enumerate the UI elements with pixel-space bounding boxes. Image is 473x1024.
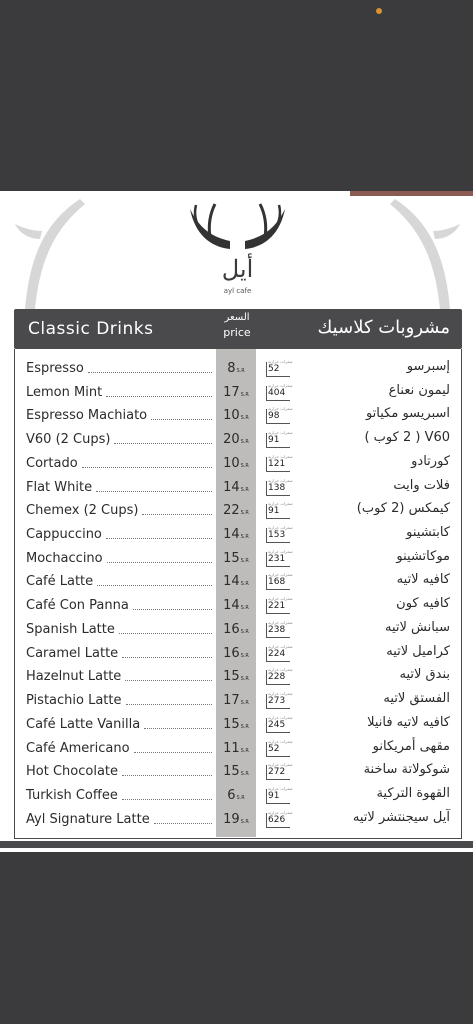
item-name-en: Spanish Latte (26, 621, 115, 637)
item-name-en: Café Americano (26, 740, 130, 756)
menu-item (14, 736, 462, 760)
logo-english: ayl cafe (223, 287, 252, 295)
item-name-en: Espresso Machiato (26, 408, 148, 424)
calorie-line (266, 647, 267, 661)
item-calories: 272 (268, 767, 286, 778)
calorie-label: سعرات حرارية (268, 572, 293, 578)
dotted-leader (142, 514, 212, 515)
dotted-leader (88, 372, 212, 373)
menu-item (14, 783, 462, 807)
calorie-line (266, 566, 290, 567)
item-price: 15S.R (223, 716, 249, 732)
item-name-en: Cortado (26, 455, 78, 471)
dotted-leader (114, 443, 212, 444)
item-price: 8S.R (227, 361, 245, 376)
currency-label: S.R (240, 510, 249, 517)
currency-label: S.R (240, 581, 249, 588)
menu-item (14, 498, 462, 522)
item-price: 17S.R (223, 693, 249, 709)
calorie-label: سعرات حرارية (268, 762, 293, 768)
item-price: 15S.R (223, 550, 249, 566)
cafe-logo (180, 199, 295, 299)
menu-item (14, 451, 462, 475)
item-calories: 228 (268, 672, 286, 683)
calorie-line (266, 661, 290, 662)
calorie-box (266, 430, 294, 448)
item-price: 22S.R (223, 503, 249, 519)
dotted-leader (151, 419, 212, 420)
item-calories: 153 (268, 530, 286, 541)
calorie-box (266, 383, 294, 401)
calorie-label: سعرات حرارية (268, 525, 293, 531)
dotted-leader (96, 491, 212, 492)
item-name-ar: اسبريسو مكياتو (365, 406, 450, 422)
calorie-line (266, 471, 290, 472)
item-name-ar: كراميل لاتيه (386, 643, 450, 659)
item-price: 10S.R (223, 408, 249, 424)
item-name-ar: فلات وايت (393, 477, 450, 493)
calorie-label: سعرات حرارية (268, 643, 293, 649)
calorie-label: سعرات حرارية (268, 382, 293, 388)
calorie-box (266, 715, 294, 733)
currency-label: S.R (240, 391, 249, 398)
item-price: 15S.R (223, 764, 249, 780)
calorie-box (266, 525, 294, 543)
calorie-line (266, 362, 267, 376)
calorie-label: سعرات حرارية (268, 406, 293, 412)
menu-item (14, 380, 462, 404)
logo-arabic: أيل (221, 255, 254, 283)
calorie-line (266, 708, 290, 709)
calorie-label: سعرات حرارية (268, 785, 293, 791)
item-calories: 52 (268, 364, 280, 374)
currency-label: S.R (240, 439, 249, 446)
item-price: 16S.R (223, 645, 249, 661)
menu-item (14, 688, 462, 712)
item-price: 20S.R (223, 432, 249, 448)
item-name-ar: كابتشينو (406, 525, 450, 541)
calorie-label: سعرات حرارية (268, 359, 293, 364)
dotted-leader (119, 633, 212, 634)
calorie-box (266, 786, 294, 804)
calorie-box (266, 549, 294, 567)
dotted-leader (154, 823, 212, 824)
calorie-box (266, 501, 294, 519)
calorie-line (266, 423, 290, 424)
item-name-en: Lemon Mint (26, 384, 103, 400)
dotted-leader (125, 680, 212, 681)
calorie-label: سعرات حرارية (268, 596, 293, 602)
currency-label: S.R (240, 534, 249, 541)
calorie-line (266, 732, 290, 733)
item-name-ar: القهوة التركية (376, 785, 450, 801)
item-price: 14S.R (223, 527, 249, 543)
dotted-leader (106, 538, 212, 539)
item-calories: 224 (268, 648, 286, 659)
item-price: 6S.R (227, 787, 245, 803)
currency-label: S.R (240, 723, 249, 730)
calorie-line (266, 803, 290, 804)
dotted-leader (106, 396, 212, 397)
item-name-ar: ليمون نعناع (388, 382, 450, 398)
item-name-en: Cappuccino (26, 527, 102, 543)
dotted-leader (82, 467, 212, 468)
item-price: 11S.R (223, 740, 249, 756)
item-price: 14S.R (223, 598, 249, 614)
item-name-ar: موكاتشينو (396, 548, 450, 564)
status-dot (376, 8, 382, 14)
item-calories: 626 (268, 814, 286, 825)
item-calories: 91 (268, 435, 280, 446)
item-name-en: Hazelnut Latte (26, 669, 122, 685)
item-calories: 91 (268, 790, 280, 801)
calorie-line (266, 694, 267, 708)
item-calories: 238 (268, 624, 286, 635)
currency-label: S.R (240, 652, 249, 659)
item-name-ar: مقهى أمريكانو (372, 738, 450, 754)
currency-label: S.R (240, 628, 249, 635)
calorie-line (266, 376, 290, 377)
calorie-label: سعرات حرارية (268, 809, 293, 815)
calorie-line (266, 504, 267, 518)
item-name-ar: آيل سيجنتشر لاتيه (352, 809, 450, 825)
item-name-en: Turkish Coffee (26, 787, 118, 803)
item-price: 15S.R (223, 669, 249, 685)
dotted-leader (122, 657, 212, 658)
item-name-en: Café Latte Vanilla (26, 716, 141, 732)
item-calories: 98 (268, 411, 280, 422)
item-name-ar: كافيه كون (396, 596, 450, 612)
price-header-en: price (223, 326, 251, 339)
calorie-box (266, 620, 294, 638)
header-title-en: Classic Drinks (28, 319, 154, 339)
item-price: 14S.R (223, 574, 249, 590)
item-calories: 52 (268, 743, 280, 754)
item-name-en: Caramel Latte (26, 645, 119, 661)
calorie-line (266, 528, 267, 542)
item-name-en: Café Latte (26, 574, 94, 590)
item-calories: 221 (268, 601, 286, 612)
calorie-line (266, 637, 290, 638)
item-name-en: Flat White (26, 479, 93, 495)
dotted-leader (122, 775, 212, 776)
calorie-label: سعرات حرارية (268, 501, 293, 507)
calorie-label: سعرات حرارية (268, 738, 293, 744)
menu-item (14, 664, 462, 688)
item-name-en: Café Con Panna (26, 598, 129, 614)
calorie-line (266, 742, 267, 756)
currency-label: S.R (240, 700, 249, 707)
item-calories: 404 (268, 387, 286, 398)
calorie-box (266, 667, 294, 685)
calorie-line (266, 433, 267, 447)
menu-item (14, 475, 462, 499)
currency-label: S.R (240, 771, 249, 778)
calorie-line (266, 827, 290, 828)
calorie-box (266, 739, 294, 757)
calorie-line (266, 789, 267, 803)
item-name-ar: كافيه لاتيه (396, 572, 450, 588)
menu-header (14, 309, 462, 349)
bottom-divider (0, 841, 473, 848)
calorie-line (266, 613, 290, 614)
calorie-line (266, 756, 290, 757)
item-name-en: Pistachio Latte (26, 693, 122, 709)
item-calories: 168 (268, 577, 286, 588)
item-name-ar: الفستق لاتيه (383, 691, 450, 707)
calorie-line (266, 457, 267, 471)
calorie-box (266, 810, 294, 828)
calorie-line (266, 599, 267, 613)
item-calories: 91 (268, 506, 280, 517)
calorie-box (266, 644, 294, 662)
item-calories: 231 (268, 553, 286, 564)
calorie-box (266, 596, 294, 614)
calorie-line (266, 684, 290, 685)
item-name-ar: كافيه لاتيه فانيلا (367, 714, 450, 730)
antler-logo-icon (180, 199, 295, 254)
calorie-label: سعرات حرارية (268, 477, 293, 483)
currency-label: S.R (240, 486, 249, 493)
menu-image (0, 191, 473, 852)
dotted-leader (126, 704, 212, 705)
menu-item (14, 356, 462, 380)
calorie-line (266, 518, 290, 519)
calorie-line (266, 575, 267, 589)
calorie-label: سعرات حرارية (268, 453, 293, 459)
item-name-ar: بندق لاتيه (399, 667, 450, 683)
calorie-line (266, 589, 290, 590)
item-name-en: Hot Chocolate (26, 764, 119, 780)
calorie-box (266, 572, 294, 590)
calorie-line (266, 447, 290, 448)
currency-label: S.R (240, 605, 249, 612)
calorie-box (266, 478, 294, 496)
currency-label: S.R (240, 415, 249, 422)
dotted-leader (144, 728, 212, 729)
antler-right-decoration (375, 199, 465, 309)
calorie-box (266, 406, 294, 424)
accent-bar (350, 191, 473, 196)
item-calories: 245 (268, 719, 286, 730)
item-calories: 273 (268, 696, 286, 707)
menu-item (14, 427, 462, 451)
dotted-leader (133, 609, 212, 610)
menu-item (14, 403, 462, 427)
item-name-en: V60 (2 Cups) (26, 432, 111, 448)
item-price: 19S.R (223, 811, 249, 827)
calorie-box (266, 359, 294, 377)
menu-item (14, 569, 462, 593)
item-price: 17S.R (223, 384, 249, 400)
item-name-en: Ayl Signature Latte (26, 811, 150, 827)
dotted-leader (107, 562, 212, 563)
item-name-ar: سبانش لاتيه (384, 619, 450, 635)
item-name-en: Chemex (2 Cups) (26, 503, 139, 519)
currency-label: S.R (240, 557, 249, 564)
menu-item (14, 712, 462, 736)
calorie-line (266, 552, 267, 566)
currency-label: S.R (236, 368, 245, 374)
menu-item (14, 522, 462, 546)
item-calories: 138 (268, 482, 286, 493)
calorie-label: سعرات حرارية (268, 714, 293, 720)
item-name-ar: كيمكس (2 كوب) (356, 501, 450, 517)
calorie-line (266, 542, 290, 543)
calorie-line (266, 495, 290, 496)
menu-item (14, 617, 462, 641)
calorie-box (266, 762, 294, 780)
item-name-en: Mochaccino (26, 550, 103, 566)
calorie-box (266, 691, 294, 709)
calorie-label: سعرات حرارية (268, 430, 293, 436)
menu-item (14, 807, 462, 831)
calorie-line (266, 718, 267, 732)
calorie-line (266, 779, 290, 780)
calorie-box (266, 454, 294, 472)
calorie-line (266, 813, 267, 827)
menu-item (14, 593, 462, 617)
item-name-ar: شوكولاتة ساخنة (363, 762, 450, 778)
item-name-ar: إسبرسو (406, 359, 450, 374)
currency-label: S.R (240, 676, 249, 683)
item-name-en: Espresso (26, 361, 84, 376)
price-header-ar: السعر (224, 312, 250, 323)
item-price: 14S.R (223, 479, 249, 495)
calorie-line (266, 765, 267, 779)
item-price: 10S.R (223, 455, 249, 471)
calorie-label: سعرات حرارية (268, 667, 293, 673)
antler-left-decoration (10, 199, 100, 309)
menu-item (14, 759, 462, 783)
calorie-label: سعرات حرارية (268, 548, 293, 554)
dotted-leader (97, 585, 212, 586)
item-calories: 121 (268, 458, 286, 469)
menu-item (14, 641, 462, 665)
menu-item (14, 546, 462, 570)
price-header (217, 309, 257, 349)
calorie-line (266, 670, 267, 684)
calorie-line (266, 623, 267, 637)
currency-label: S.R (240, 818, 249, 825)
item-name-ar: كورتادو (411, 453, 450, 469)
calorie-line (266, 386, 267, 400)
currency-label: S.R (240, 747, 249, 754)
item-price: 16S.R (223, 621, 249, 637)
currency-label: S.R (236, 794, 245, 801)
header-title-ar: مشروبات كلاسيك (317, 317, 450, 338)
calorie-line (266, 481, 267, 495)
dotted-leader (122, 799, 212, 800)
currency-label: S.R (240, 462, 249, 469)
calorie-line (266, 400, 290, 401)
item-name-ar: V60 ( 2 كوب ) (364, 430, 450, 446)
dotted-leader (134, 752, 212, 753)
calorie-label: سعرات حرارية (268, 619, 293, 625)
calorie-label: سعرات حرارية (268, 691, 293, 697)
calorie-line (266, 409, 267, 423)
